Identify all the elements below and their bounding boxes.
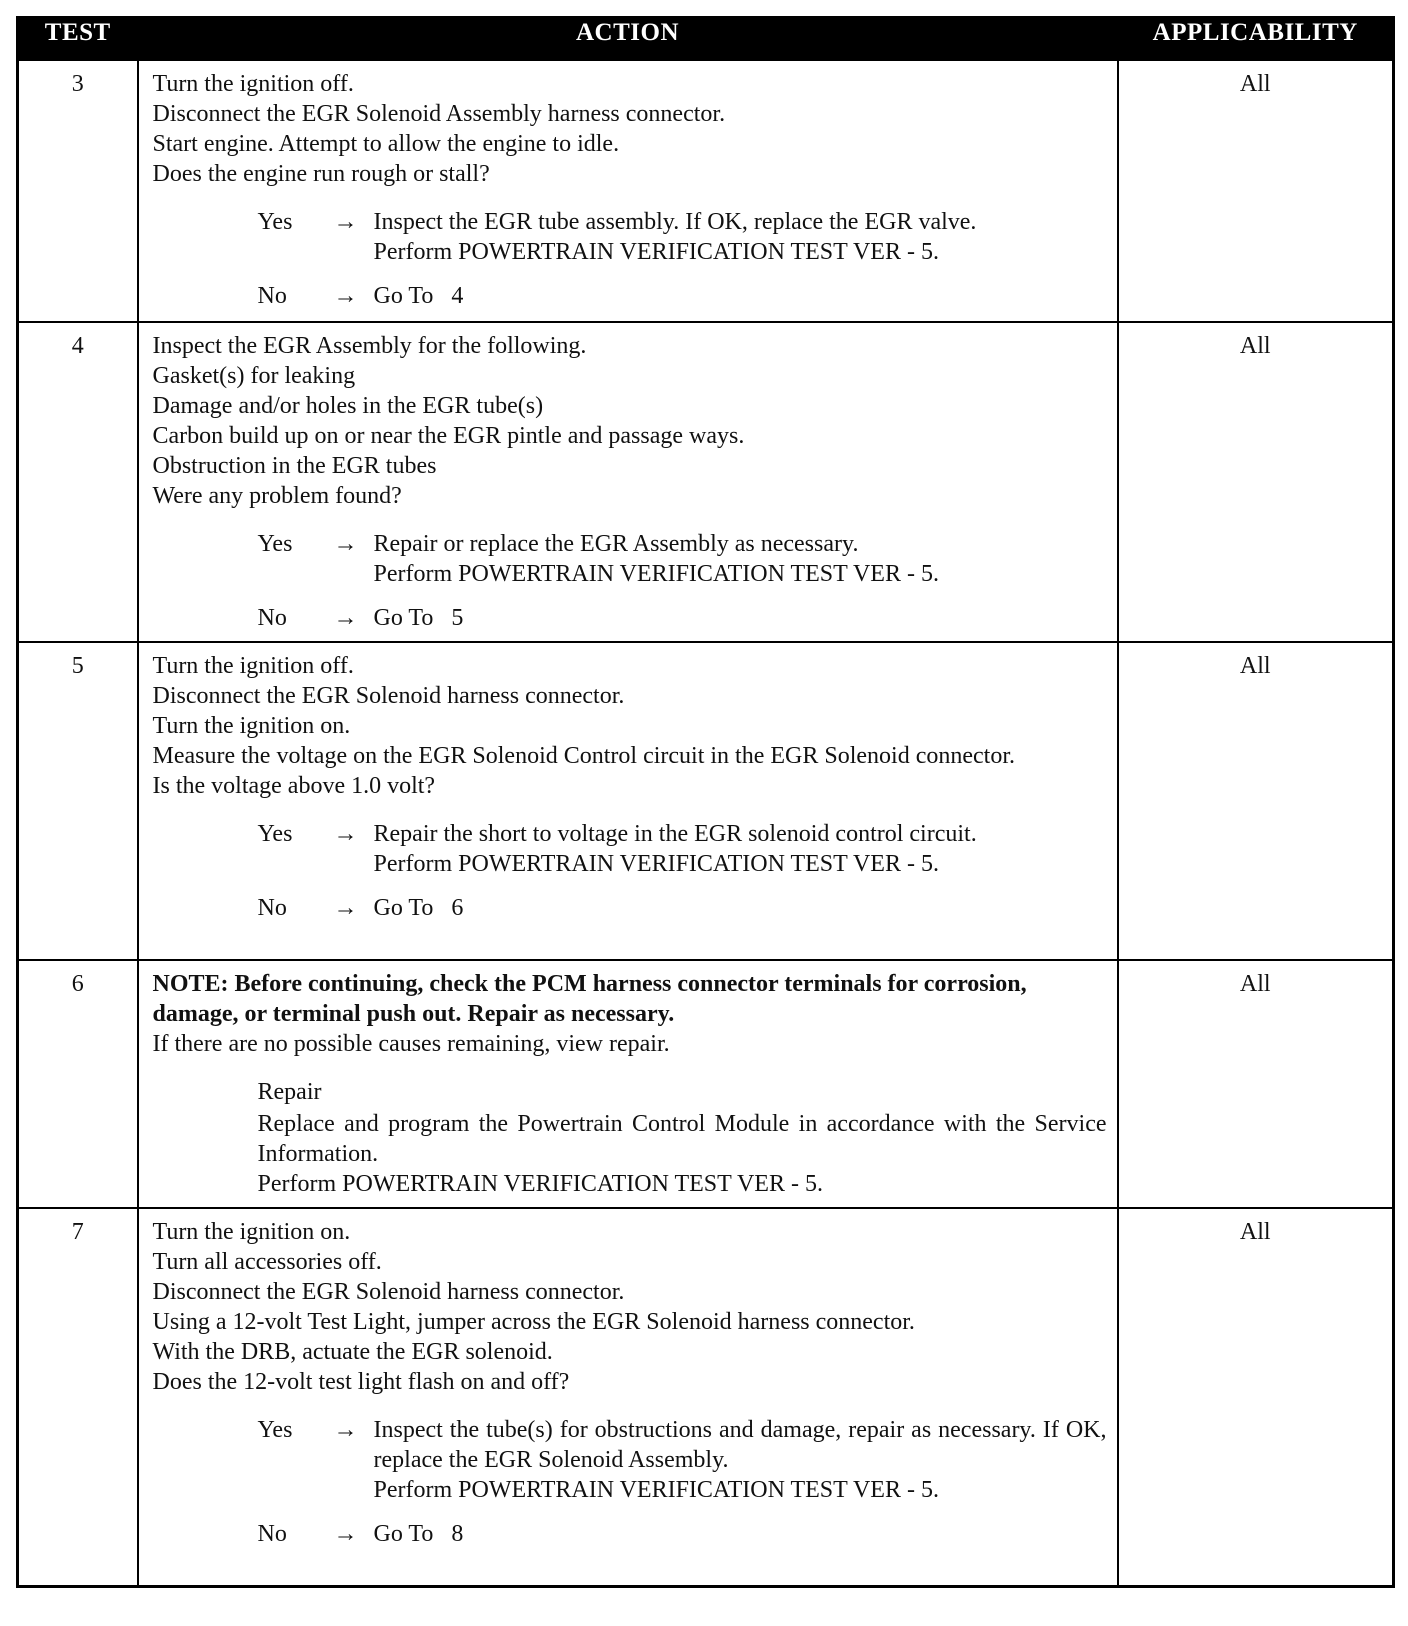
- yes-result: [374, 207, 1107, 267]
- no-label: No: [257, 605, 287, 631]
- right-arrow-icon: →: [333, 605, 358, 631]
- test-number: 6: [18, 960, 138, 1208]
- action-line: Turn the ignition off.: [152, 653, 354, 679]
- right-arrow-icon: →: [333, 895, 358, 921]
- no-branch: [258, 1519, 1107, 1549]
- result-line: Inspect the tube(s) for obstructions and damage, repair as necessary. If OK, replace the EGR Solenoid Assembly.: [373, 1417, 1107, 1473]
- yes-label: Yes: [257, 1417, 293, 1443]
- yes-label: Yes: [257, 531, 293, 557]
- yes-branch: [258, 207, 1107, 267]
- repair-text: Replace and program the Powertrain Control Module in accordance with the Service Information.: [257, 1111, 1107, 1167]
- repair-perform: Perform POWERTRAIN VERIFICATION TEST VER - 5.: [257, 1171, 823, 1197]
- result-line: Perform POWERTRAIN VERIFICATION TEST VER - 5.: [373, 239, 939, 265]
- no-result: Go To 6: [373, 895, 464, 921]
- result-line: Perform POWERTRAIN VERIFICATION TEST VER - 5.: [373, 1477, 939, 1503]
- applicability-cell: All: [1118, 642, 1394, 960]
- action-question: Is the voltage above 1.0 volt?: [152, 773, 436, 799]
- action-line: With the DRB, actuate the EGR solenoid.: [152, 1339, 553, 1365]
- action-line: Disconnect the EGR Solenoid harness connector.: [152, 683, 625, 709]
- right-arrow-icon: →: [333, 283, 358, 309]
- no-branch: [258, 893, 1107, 923]
- no-branch: [258, 281, 1107, 311]
- table-row-test-4: [18, 322, 1394, 642]
- yes-result: [374, 1415, 1107, 1505]
- action-line: Carbon build up on or near the EGR pintle and passage ways.: [152, 423, 745, 449]
- table-header-row: [18, 18, 1394, 61]
- no-label: No: [257, 283, 287, 309]
- yes-branch: [258, 1415, 1107, 1505]
- right-arrow-icon: →: [333, 1417, 358, 1443]
- action-line: Disconnect the EGR Solenoid harness connector.: [152, 1279, 625, 1305]
- table-row-test-6: [18, 960, 1394, 1208]
- test-number: 3: [18, 60, 138, 322]
- action-line: Turn all accessories off.: [152, 1249, 382, 1275]
- diagnostic-test-table: [16, 16, 1395, 1588]
- action-line: If there are no possible causes remaining, view repair.: [152, 1031, 670, 1057]
- result-line: Inspect the EGR tube assembly. If OK, replace the EGR valve.: [373, 209, 977, 235]
- test-number: 4: [18, 322, 138, 642]
- action-cell: [138, 642, 1118, 960]
- no-label: No: [257, 895, 287, 921]
- action-cell: [138, 960, 1118, 1208]
- action-line: Disconnect the EGR Solenoid Assembly harness connector.: [152, 101, 726, 127]
- table-row-test-7: [18, 1208, 1394, 1586]
- yes-result: [374, 819, 1107, 879]
- right-arrow-icon: →: [333, 821, 358, 847]
- note-text: NOTE: Before continuing, check the PCM harness connector terminals for corrosion, damage, or terminal push out. Repair as necessary.: [152, 971, 1027, 1027]
- action-line: Inspect the EGR Assembly for the following.: [152, 333, 587, 359]
- action-line: Start engine. Attempt to allow the engine to idle.: [152, 131, 620, 157]
- no-result: Go To 4: [373, 283, 464, 309]
- yes-branch: [258, 819, 1107, 879]
- no-branch: [258, 603, 1107, 633]
- result-line: Repair or replace the EGR Assembly as necessary.: [373, 531, 859, 557]
- applicability-cell: All: [1118, 60, 1394, 322]
- action-line: Measure the voltage on the EGR Solenoid Control circuit in the EGR Solenoid connector.: [152, 743, 1015, 769]
- yes-label: Yes: [257, 821, 293, 847]
- action-line: Were any problem found?: [152, 483, 402, 509]
- action-line: Gasket(s) for leaking: [152, 363, 356, 389]
- action-cell: [138, 60, 1118, 322]
- action-line: Turn the ignition on.: [152, 1219, 351, 1245]
- result-line: Perform POWERTRAIN VERIFICATION TEST VER - 5.: [373, 851, 939, 877]
- action-line: Does the engine run rough or stall?: [152, 161, 490, 187]
- no-result: Go To 5: [373, 605, 464, 631]
- header-applicability: APPLICABILITY: [1118, 18, 1394, 61]
- repair-label: Repair: [257, 1079, 322, 1105]
- applicability-cell: All: [1118, 322, 1394, 642]
- result-line: Perform POWERTRAIN VERIFICATION TEST VER - 5.: [373, 561, 939, 587]
- action-line: Damage and/or holes in the EGR tube(s): [152, 393, 544, 419]
- test-number: 7: [18, 1208, 138, 1586]
- no-label: No: [257, 1521, 287, 1547]
- action-line: Obstruction in the EGR tubes: [152, 453, 437, 479]
- action-cell: [138, 322, 1118, 642]
- action-cell: [138, 1208, 1118, 1586]
- right-arrow-icon: →: [333, 531, 358, 557]
- repair-body: [258, 1109, 1107, 1199]
- right-arrow-icon: →: [333, 209, 358, 235]
- result-line: Repair the short to voltage in the EGR solenoid control circuit.: [373, 821, 977, 847]
- header-action: ACTION: [138, 18, 1118, 61]
- action-line: Does the 12-volt test light flash on and off?: [152, 1369, 570, 1395]
- action-line: Using a 12-volt Test Light, jumper across the EGR Solenoid harness connector.: [152, 1309, 915, 1335]
- header-test: TEST: [18, 18, 138, 61]
- test-number: 5: [18, 642, 138, 960]
- action-line: Turn the ignition off.: [152, 71, 354, 97]
- applicability-cell: All: [1118, 960, 1394, 1208]
- no-result: Go To 8: [373, 1521, 464, 1547]
- table-row-test-5: [18, 642, 1394, 960]
- yes-label: Yes: [257, 209, 293, 235]
- applicability-cell: All: [1118, 1208, 1394, 1586]
- action-line: Turn the ignition on.: [152, 713, 351, 739]
- yes-result: [374, 529, 1107, 589]
- table-row-test-3: [18, 60, 1394, 322]
- yes-branch: [258, 529, 1107, 589]
- right-arrow-icon: →: [333, 1521, 358, 1547]
